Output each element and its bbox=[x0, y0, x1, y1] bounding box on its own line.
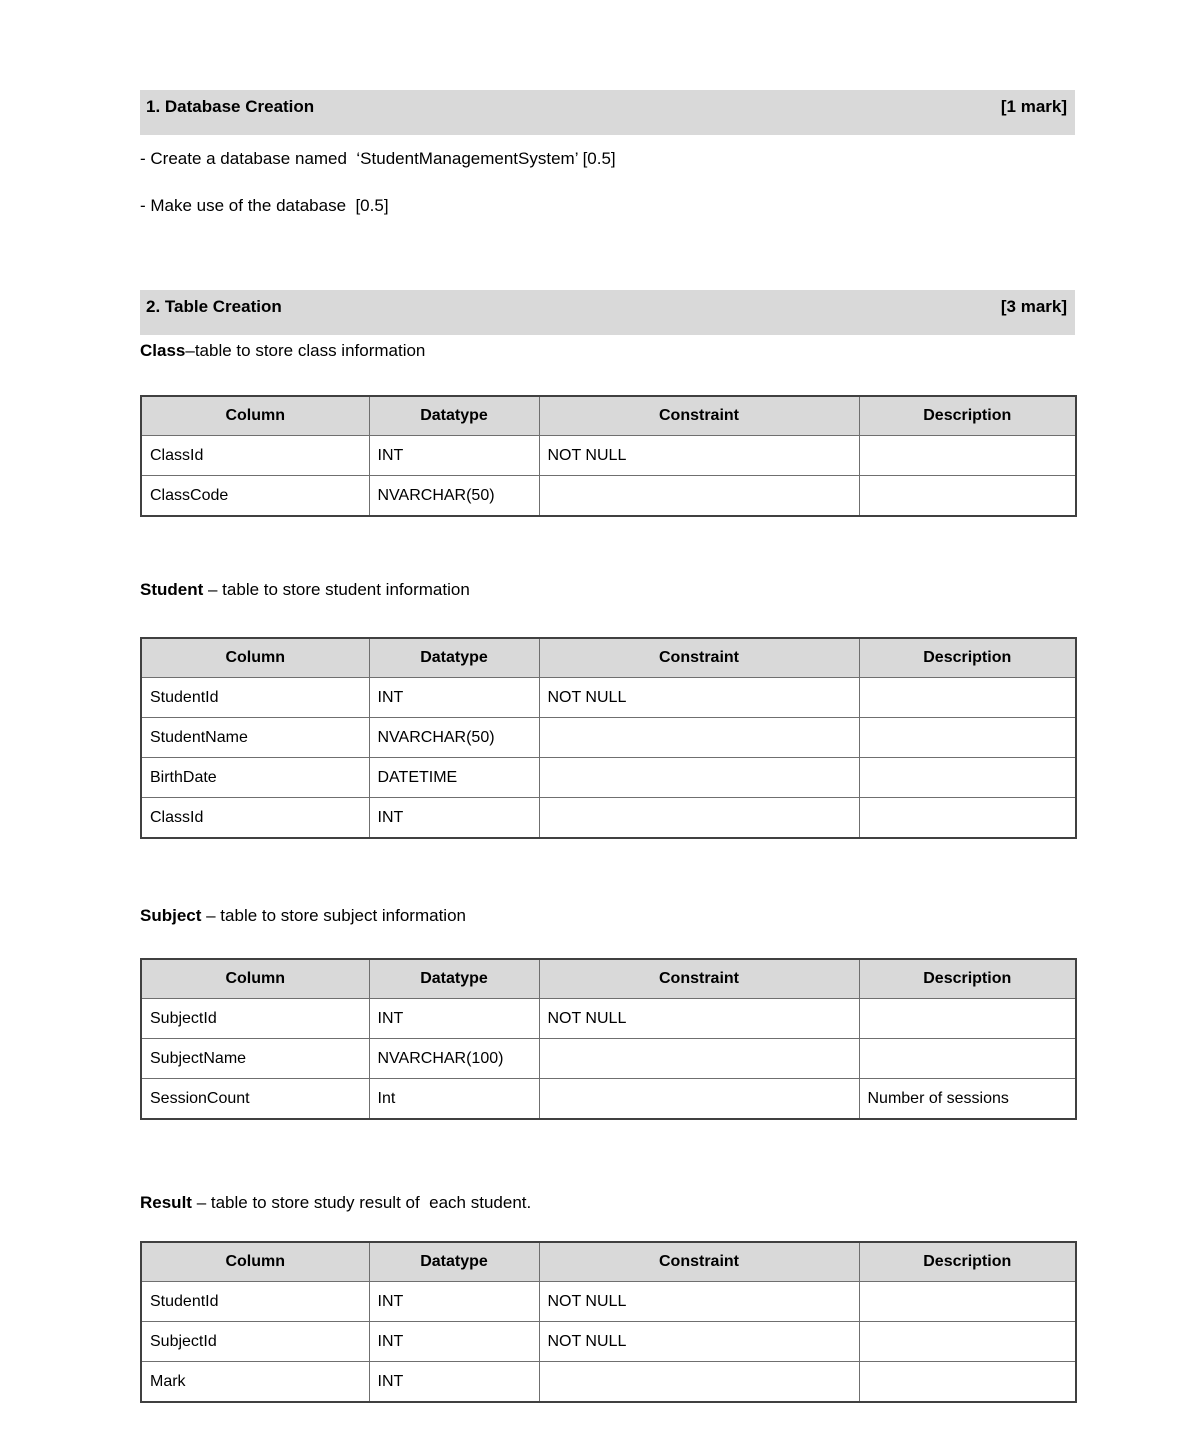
table-cell: NVARCHAR(100) bbox=[369, 1039, 539, 1079]
section-title-database-creation: 1. Database Creation bbox=[146, 97, 315, 116]
table-header-row bbox=[141, 638, 1076, 678]
bullet-use-database: - Make use of the database [0.5] bbox=[140, 196, 389, 215]
table-row bbox=[141, 758, 1076, 798]
table-cell: NOT NULL bbox=[539, 1282, 859, 1322]
column-header: Column bbox=[141, 1242, 369, 1282]
table-cell: NOT NULL bbox=[539, 1322, 859, 1362]
table-cell bbox=[539, 718, 859, 758]
table-cell bbox=[539, 1079, 859, 1120]
table-name-student: Student bbox=[140, 580, 204, 599]
section-title-table-creation: 2. Table Creation bbox=[146, 297, 282, 316]
table-cell: ClassCode bbox=[141, 476, 369, 517]
table-row bbox=[141, 1282, 1076, 1322]
table-cell: Number of sessions bbox=[859, 1079, 1076, 1120]
table-row bbox=[141, 798, 1076, 839]
table-cell bbox=[859, 1322, 1076, 1362]
column-header: Description bbox=[859, 638, 1076, 678]
table-cell: NOT NULL bbox=[539, 436, 859, 476]
column-header: Constraint bbox=[539, 638, 859, 678]
column-header: Datatype bbox=[369, 959, 539, 999]
table-cell: INT bbox=[369, 678, 539, 718]
table-cell: INT bbox=[369, 1362, 539, 1403]
table-caption-class bbox=[140, 340, 1075, 362]
table-row bbox=[141, 999, 1076, 1039]
schema-table-student bbox=[140, 637, 1077, 839]
table-cell: INT bbox=[369, 999, 539, 1039]
table-cell bbox=[859, 718, 1076, 758]
table-cell bbox=[859, 476, 1076, 517]
column-header: Datatype bbox=[369, 396, 539, 436]
document-content bbox=[140, 0, 1075, 1403]
table-cell: NVARCHAR(50) bbox=[369, 718, 539, 758]
table-cell bbox=[859, 678, 1076, 718]
column-header: Description bbox=[859, 959, 1076, 999]
table-cell bbox=[539, 758, 859, 798]
table-cell: SubjectId bbox=[141, 1322, 369, 1362]
column-header: Constraint bbox=[539, 396, 859, 436]
table-name-result: Result bbox=[140, 1193, 192, 1212]
column-header: Description bbox=[859, 1242, 1076, 1282]
table-cell bbox=[539, 476, 859, 517]
table-header-row bbox=[141, 1242, 1076, 1282]
table-cell: StudentId bbox=[141, 1282, 369, 1322]
schema-table-result bbox=[140, 1241, 1077, 1403]
column-header: Column bbox=[141, 396, 369, 436]
section-header-table-creation bbox=[140, 290, 1075, 335]
table-row bbox=[141, 718, 1076, 758]
table-name-subject: Subject bbox=[140, 906, 202, 925]
table-header-row bbox=[141, 396, 1076, 436]
table-caption-subject bbox=[140, 905, 1075, 927]
table-cell bbox=[859, 1362, 1076, 1403]
table-cell: ClassId bbox=[141, 798, 369, 839]
table-row bbox=[141, 1039, 1076, 1079]
table-row bbox=[141, 678, 1076, 718]
column-header: Datatype bbox=[369, 638, 539, 678]
column-header: Constraint bbox=[539, 1242, 859, 1282]
table-cell bbox=[539, 1039, 859, 1079]
table-cell: NOT NULL bbox=[539, 678, 859, 718]
column-header: Column bbox=[141, 959, 369, 999]
table-cell: SubjectName bbox=[141, 1039, 369, 1079]
table-cell bbox=[539, 798, 859, 839]
table-cell bbox=[859, 758, 1076, 798]
table-caption-result bbox=[140, 1192, 1075, 1214]
table-caption-result-rest: – table to store study result of each student. bbox=[191, 1193, 532, 1212]
table-caption-student-rest: – table to store student information bbox=[203, 580, 470, 599]
table-row bbox=[141, 1079, 1076, 1120]
table-caption-student bbox=[140, 579, 1075, 601]
schema-table-subject bbox=[140, 958, 1077, 1120]
table-cell: INT bbox=[369, 1322, 539, 1362]
table-caption-class-rest: –table to store class information bbox=[185, 341, 426, 360]
table-cell: NOT NULL bbox=[539, 999, 859, 1039]
column-header: Datatype bbox=[369, 1242, 539, 1282]
table-cell bbox=[539, 1362, 859, 1403]
table-cell: INT bbox=[369, 436, 539, 476]
table-cell: StudentId bbox=[141, 678, 369, 718]
table-cell bbox=[859, 1282, 1076, 1322]
table-header-row bbox=[141, 959, 1076, 999]
column-header: Description bbox=[859, 396, 1076, 436]
table-cell: Mark bbox=[141, 1362, 369, 1403]
table-row bbox=[141, 1322, 1076, 1362]
table-cell: SessionCount bbox=[141, 1079, 369, 1120]
table-cell: NVARCHAR(50) bbox=[369, 476, 539, 517]
table-cell: ClassId bbox=[141, 436, 369, 476]
column-header: Column bbox=[141, 638, 369, 678]
table-cell: StudentName bbox=[141, 718, 369, 758]
table-name-class: Class bbox=[140, 341, 186, 360]
section-mark-table-creation: [3 mark] bbox=[1000, 297, 1067, 316]
section-header-database-creation bbox=[140, 90, 1075, 135]
bullet-create-database: - Create a database named ‘StudentManagementSystem’ [0.5] bbox=[140, 149, 616, 168]
table-cell bbox=[859, 1039, 1076, 1079]
schema-table-class bbox=[140, 395, 1077, 517]
table-cell: SubjectId bbox=[141, 999, 369, 1039]
table-row bbox=[141, 476, 1076, 517]
column-header: Constraint bbox=[539, 959, 859, 999]
table-cell bbox=[859, 999, 1076, 1039]
table-cell: Int bbox=[369, 1079, 539, 1120]
table-cell: INT bbox=[369, 798, 539, 839]
table-cell: INT bbox=[369, 1282, 539, 1322]
table-cell bbox=[859, 798, 1076, 839]
table-caption-subject-rest: – table to store subject information bbox=[201, 906, 466, 925]
table-cell bbox=[859, 436, 1076, 476]
section-mark-database-creation: [1 mark] bbox=[1000, 97, 1067, 116]
table-cell: BirthDate bbox=[141, 758, 369, 798]
table-row bbox=[141, 436, 1076, 476]
table-cell: DATETIME bbox=[369, 758, 539, 798]
table-row bbox=[141, 1362, 1076, 1403]
